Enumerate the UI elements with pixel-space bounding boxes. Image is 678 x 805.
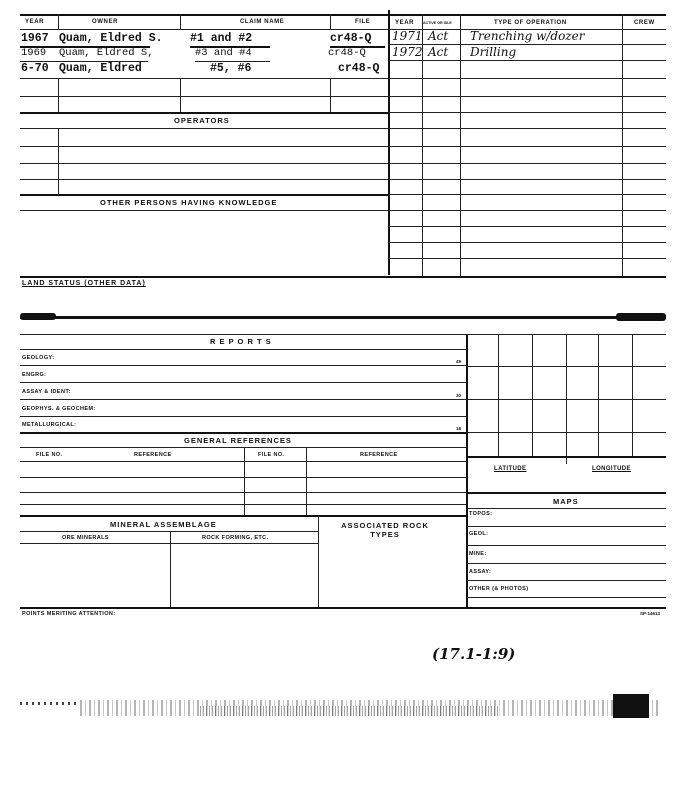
- claim-name-header: CLAIM NAME: [240, 19, 285, 25]
- land-status-heading: LAND STATUS (OTHER DATA): [22, 280, 146, 287]
- activity-row-2-active: Act: [428, 45, 449, 59]
- ref-file-no-1: FILE NO.: [36, 452, 63, 458]
- claim-row-1-file: cr48-Q: [330, 32, 372, 45]
- other-photos-label: OTHER (& PHOTOS): [469, 586, 529, 592]
- activity-row-1-active: Act: [428, 29, 449, 43]
- geol-label: GEOL:: [469, 531, 489, 537]
- separator-band: [20, 316, 666, 319]
- assay-map-label: ASSAY:: [469, 569, 492, 575]
- type-of-operation-header: TYPE OF OPERATION: [494, 20, 567, 26]
- operators-heading: OPERATORS: [174, 116, 230, 125]
- claim-row-1-claim: #1 and #2: [190, 32, 253, 45]
- margin-number-1: 49: [456, 359, 462, 364]
- maps-heading: MAPS: [553, 497, 579, 506]
- geophys-label: GEOPHYS. & GEOCHEM:: [22, 406, 96, 412]
- points-meriting-attention-label: POINTS MERITING ATTENTION:: [22, 611, 116, 617]
- claim-row-3-file: cr48-Q: [338, 62, 380, 75]
- year-header: YEAR: [25, 19, 45, 25]
- claim-row-1-owner: Quam, Eldred S.: [59, 32, 163, 45]
- activity-year-header: YEAR: [395, 20, 415, 26]
- latitude-label: LATITUDE: [494, 466, 527, 472]
- scan-artifact-band: [0, 680, 678, 740]
- other-persons-heading: OTHER PERSONS HAVING KNOWLEDGE: [100, 198, 278, 207]
- claim-row-3-owner: Quam, Eldred: [59, 62, 142, 75]
- ore-minerals-label: ORE MINERALS: [62, 535, 109, 541]
- activity-row-1-year: 1971: [392, 29, 423, 43]
- associated-rock-types-heading: ASSOCIATED ROCK TYPES: [341, 521, 429, 539]
- mineral-assemblage-heading: MINERAL ASSEMBLAGE: [110, 520, 217, 529]
- activity-row-2-year: 1972: [392, 45, 423, 59]
- activity-row-2-operation: Drilling: [470, 45, 517, 59]
- handwritten-note: (17.1-1:9): [432, 645, 516, 663]
- geology-label: GEOLOGY:: [22, 355, 55, 361]
- ref-reference-2: REFERENCE: [360, 452, 398, 458]
- claim-row-2-file: cr48-Q: [328, 47, 366, 59]
- claim-row-3-claim: #5, #6: [210, 62, 252, 75]
- claim-row-1-year: 1967: [21, 32, 49, 45]
- rock-forming-label: ROCK FORMING, ETC.: [202, 535, 269, 541]
- owner-header: OWNER: [92, 19, 118, 25]
- claim-row-2-owner: Quam, Eldred S,: [59, 47, 154, 59]
- metallurgical-label: METALLURGICAL:: [22, 422, 77, 428]
- reports-heading: R E P O R T S: [210, 337, 272, 346]
- topos-label: TOPOS:: [469, 511, 493, 517]
- claim-row-2-claim: #3 and #4: [195, 47, 252, 59]
- claim-row-2-year: 1969: [21, 47, 47, 59]
- margin-number-2: 30: [456, 393, 462, 398]
- ref-reference-1: REFERENCE: [134, 452, 172, 458]
- mine-label: MINE:: [469, 551, 487, 557]
- assay-label: ASSAY & IDENT:: [22, 389, 71, 395]
- crew-header: CREW: [634, 20, 655, 26]
- claim-row-3-year: 6-70: [21, 62, 49, 75]
- active-idle-header: ACTIVE OR IDLE: [423, 21, 452, 25]
- margin-number-3: 18: [456, 426, 462, 431]
- form-number: SP-14613: [640, 611, 661, 616]
- general-references-heading: GENERAL REFERENCES: [184, 436, 292, 445]
- ref-file-no-2: FILE NO.: [258, 452, 285, 458]
- file-header: FILE: [355, 19, 371, 25]
- longitude-label: LONGITUDE: [592, 466, 631, 472]
- engrg-label: ENGRG:: [22, 372, 47, 378]
- activity-row-1-operation: Trenching w/dozer: [470, 29, 585, 43]
